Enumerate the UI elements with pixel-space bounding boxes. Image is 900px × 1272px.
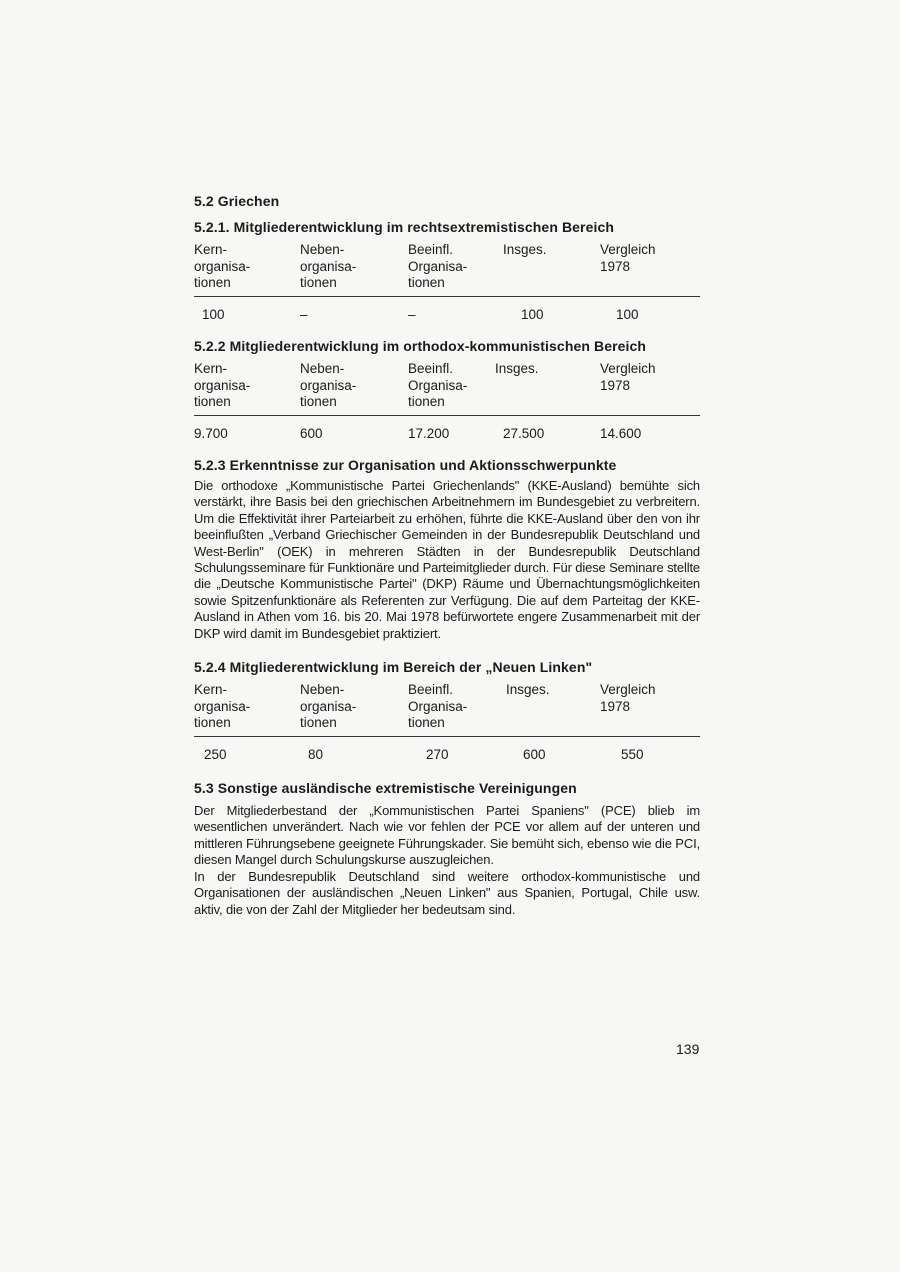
table-1-header: [194, 242, 700, 292]
table-3: [194, 682, 700, 765]
table-2: [194, 361, 700, 444]
col-neben-header: Neben- organisa- tionen: [300, 682, 357, 731]
table-2-kern-value: 9.700: [194, 426, 228, 441]
section-5-3-heading: 5.3 Sonstige ausländische extremistische Vereinigungen: [194, 780, 577, 797]
section-5-3-paragraph-1: Der Mitgliederbestand der „Kommunistischen Partei Spaniens" (PCE) blieb im wesentlichen unverändert. Nach wie vor fehlen der PCE vor allem auf der unteren und mittleren Führungsebene geeignete Führungskader. Sie bemüht sich, ebenso wie die PCI, diesen Mangel durch Schulungskurse auszugleichen.: [194, 803, 700, 868]
table-1-insges-value: 100: [521, 307, 544, 322]
table-3-vergleich-value: 550: [621, 747, 644, 763]
table-1: [194, 242, 700, 325]
table-2-heading: 5.2.2 Mitgliederentwicklung im orthodox-kommunistischen Bereich: [194, 338, 647, 354]
col-insges-header: Insges.: [503, 242, 547, 257]
table-3-neben-value: 80: [308, 747, 324, 763]
section-5-2-3-paragraph: Die orthodoxe „Kommunistische Partei Griechenlands" (KKE-Ausland) bemühte sich verstärkt, ihre Basis bei den griechischen Arbeitnehmern im Bundesgebiet zu verbreitern. Um die Effektivität ihrer Parteiarbeit zu erhöhen, führte die KKE-Ausland über den von ihr beeinflußten „Verband Griechischer Gemeinden in der Bundesrepublik Deutschland und West-Berlin" (OEK) in mehreren Städten in der Bundesrepublik Deutschland Schulungsseminare für Funktionäre und Parteimitglieder durch. Für diese Seminare stellte die „Deutsche Kommunistische Partei" (DKP) Räume und Übernachtungsmöglichkeiten sowie Spitzenfunktionäre als Referenten zur Verfügung. Die auf dem Parteitag der KKE-Ausland in Athen vom 16. bis 20. Mai 1978 befürwortete engere Zusammenarbeit mit der DKP wird damit im Bundesgebiet praktiziert.: [194, 478, 700, 641]
col-neben-header: Neben- organisa- tionen: [300, 361, 357, 409]
table-2-row: [194, 416, 700, 444]
table-1-neben-value: –: [300, 307, 308, 322]
section-5-2-heading: 5.2 Griechen: [194, 193, 280, 209]
col-kern-header: Kern- organisa- tionen: [194, 682, 251, 731]
col-vergleich-header: Vergleich 1978: [600, 682, 656, 714]
table-2-vergleich-value: 14.600: [600, 426, 642, 441]
section-5-2-3-heading: 5.2.3 Erkenntnisse zur Organisation und Aktionsschwerpunkte: [194, 457, 617, 473]
table-2-header: [194, 361, 700, 411]
col-beeinfl-header: Beeinfl. Organisa- tionen: [408, 242, 468, 290]
col-beeinfl-header: Beeinfl. Organisa- tionen: [408, 361, 468, 409]
table-1-kern-value: 100: [202, 307, 225, 322]
col-vergleich-header: Vergleich 1978: [600, 242, 656, 274]
table-3-row: [194, 737, 700, 765]
table-2-neben-value: 600: [300, 426, 323, 441]
table-1-beeinfl-value: –: [408, 307, 416, 322]
table-2-insges-value: 27.500: [503, 426, 545, 441]
table-1-heading: 5.2.1. Mitgliederentwicklung im rechtsextremistischen Bereich: [194, 219, 615, 235]
col-insges-header: Insges.: [506, 682, 550, 698]
col-insges-header: Insges.: [495, 361, 539, 376]
table-3-header: [194, 682, 700, 732]
col-beeinfl-header: Beeinfl. Organisa- tionen: [408, 682, 468, 731]
col-kern-header: Kern- organisa- tionen: [194, 242, 251, 290]
table-1-vergleich-value: 100: [616, 307, 639, 322]
col-vergleich-header: Vergleich 1978: [600, 361, 656, 393]
table-2-beeinfl-value: 17.200: [408, 426, 450, 441]
col-neben-header: Neben- organisa- tionen: [300, 242, 357, 290]
table-3-heading: 5.2.4 Mitgliederentwicklung im Bereich der „Neuen Linken": [194, 659, 593, 676]
page-number: 139: [676, 1041, 700, 1057]
section-5-3-paragraph-2: In der Bundesrepublik Deutschland sind weitere orthodox-kommunistische und Organisationen der ausländischen „Neuen Linken" aus Spanien, Portugal, Chile usw. aktiv, die von der Zahl der Mitglieder her bedeutsam sind.: [194, 868, 700, 917]
table-3-insges-value: 600: [523, 747, 546, 763]
table-3-kern-value: 250: [204, 747, 227, 763]
table-1-row: [194, 297, 700, 325]
col-kern-header: Kern- organisa- tionen: [194, 361, 251, 409]
page-content: [194, 192, 700, 918]
table-3-beeinfl-value: 270: [426, 747, 449, 763]
